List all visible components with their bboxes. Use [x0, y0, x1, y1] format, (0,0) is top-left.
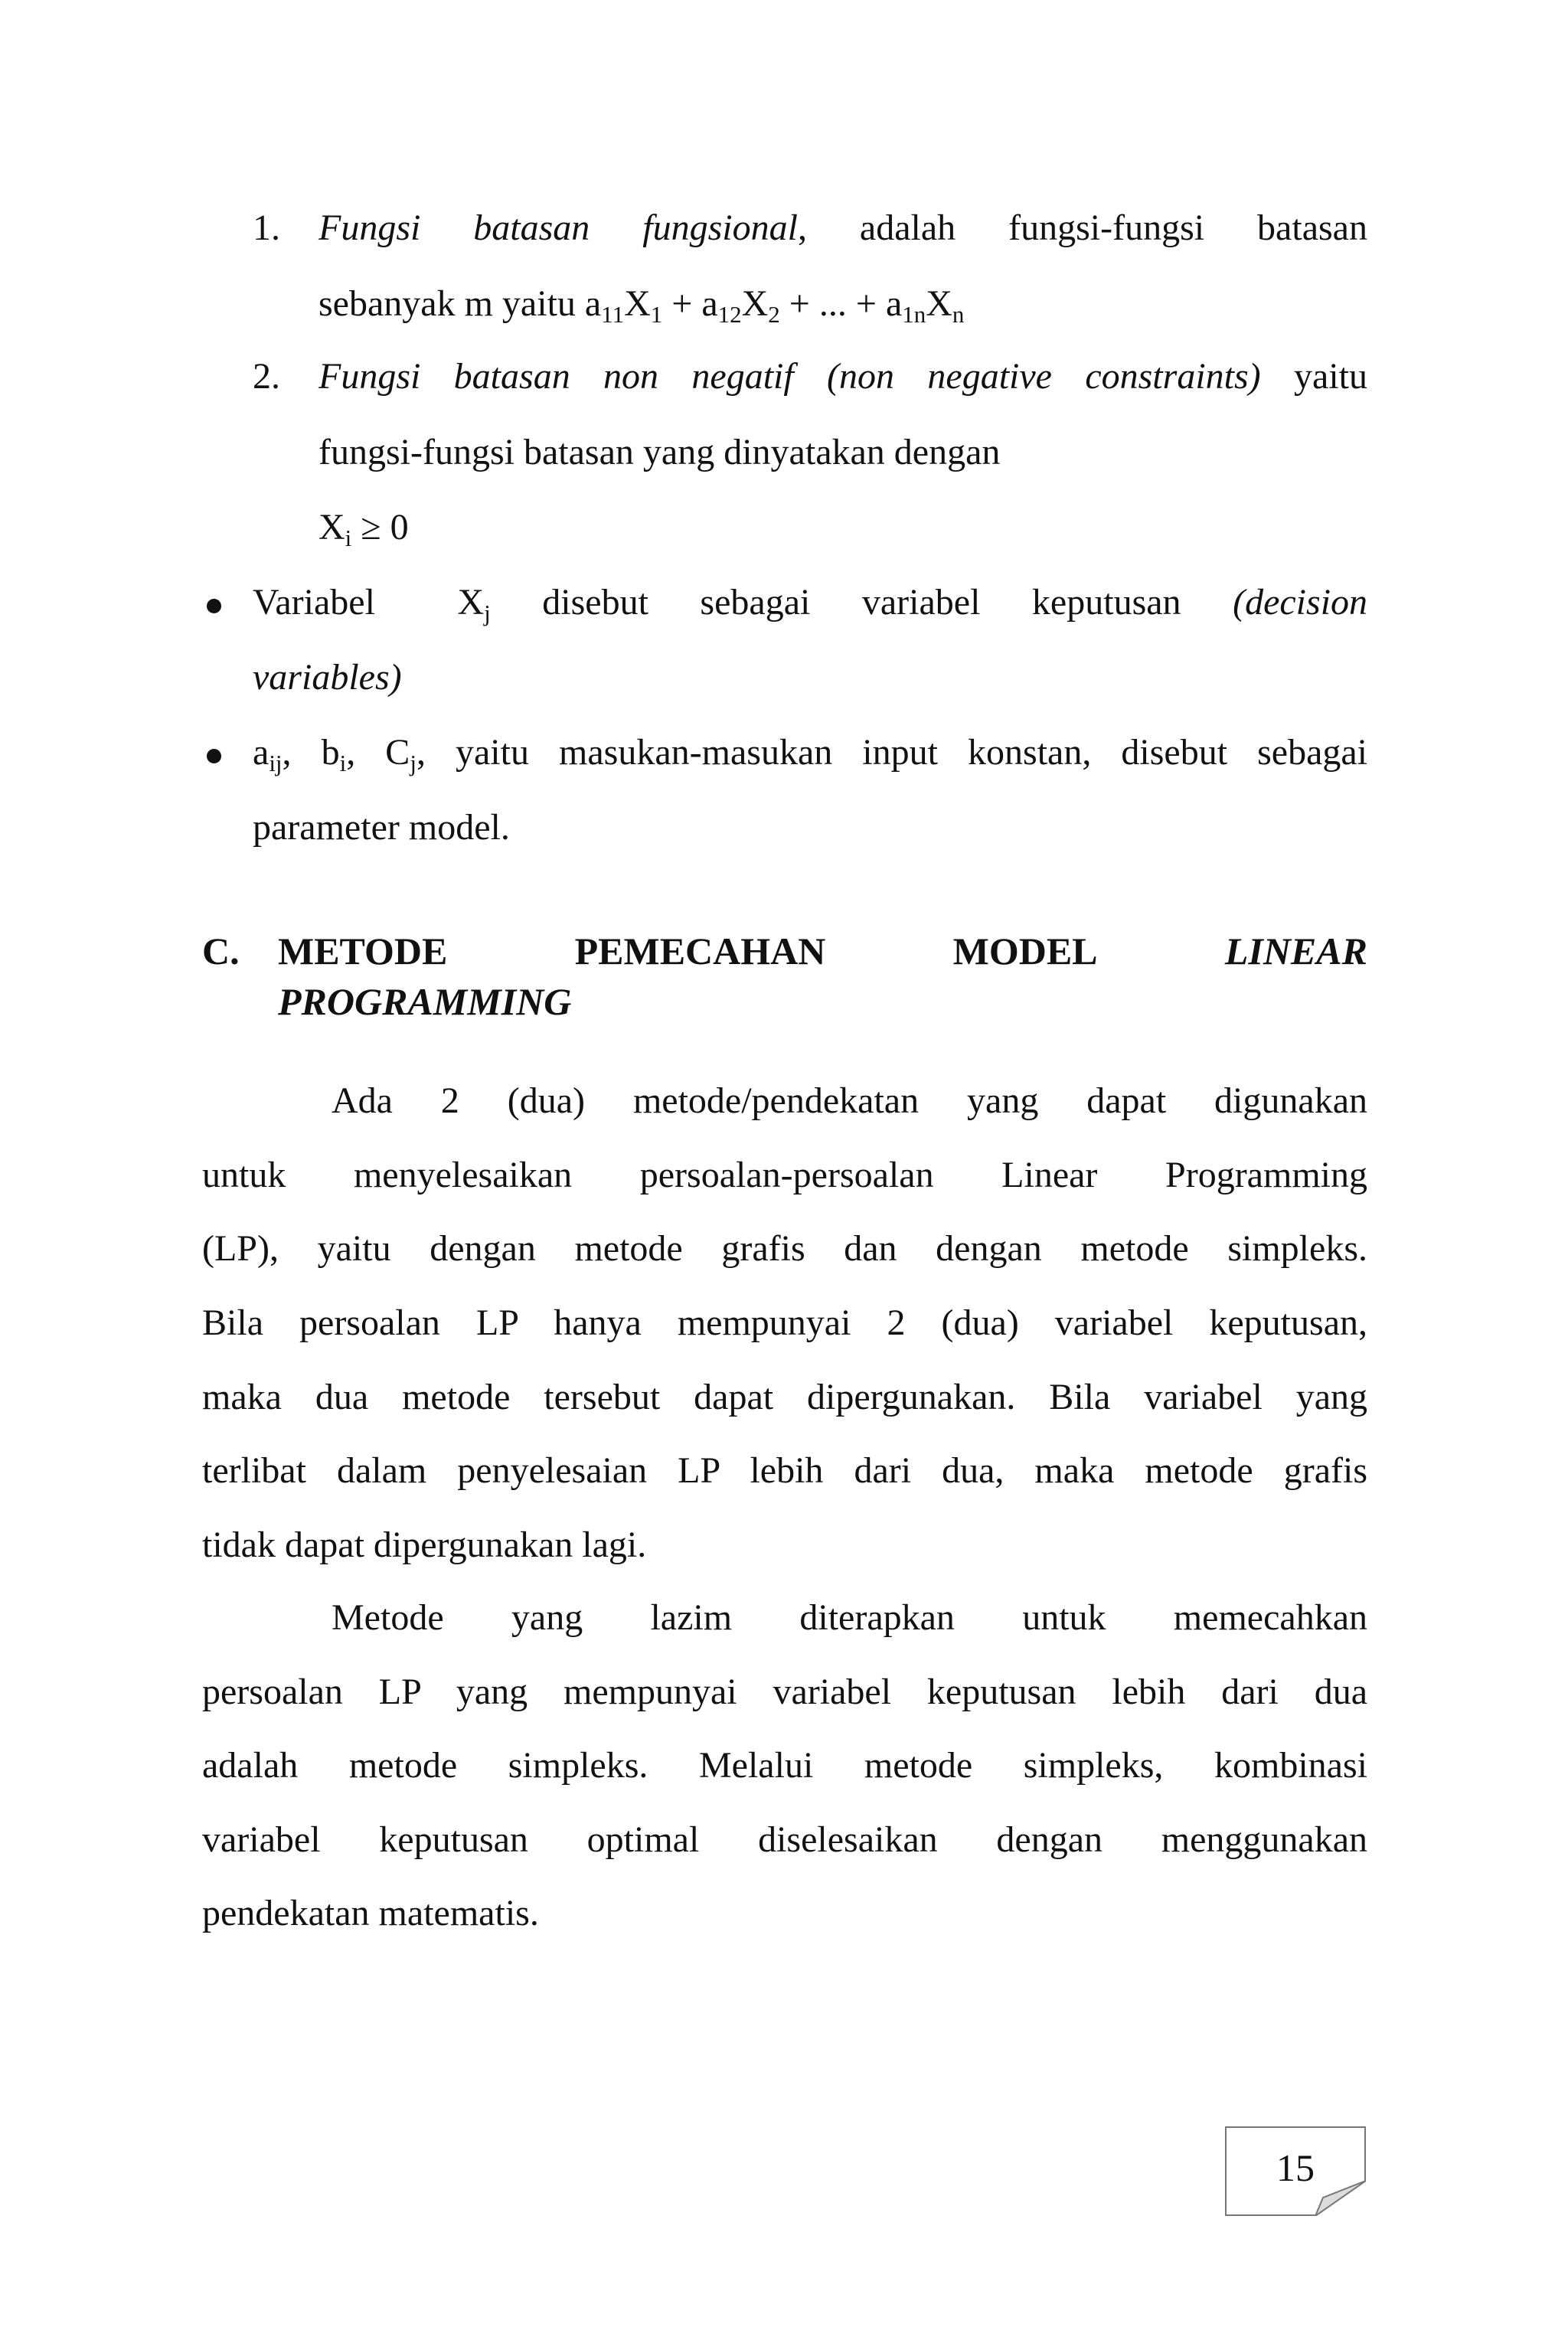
- list-item-1-formula: sebanyak m yaitu $a_{11}X_1 + a_{12}X_2$ + ... + $a_{1n}X_n$: [318, 283, 965, 328]
- bullet-2-line-2: parameter model.: [253, 807, 510, 848]
- list-item-1-title: Fungsi batasan fungsional: [318, 208, 798, 248]
- page-number-box: [1225, 2126, 1366, 2216]
- list-item-2-formula: $X_i \ge 0$: [318, 507, 409, 551]
- paragraph-1-line: terlibat dalam penyelesaian LP lebih dari dua, maka metode grafis: [202, 1450, 1367, 1491]
- section-heading-line-2: PROGRAMMING: [278, 980, 572, 1023]
- section-letter: C.: [202, 930, 240, 972]
- paragraph-2-line: pendekatan matematis.: [202, 1893, 539, 1933]
- bullet-1-line-2: variables): [253, 657, 402, 698]
- paragraph-2-line: persoalan LP yang mempunyai variabel keputusan lebih dari dua: [202, 1672, 1367, 1712]
- paragraph-1-line: maka dua metode tersebut dapat dipergunakan. Bila variabel yang: [202, 1377, 1367, 1417]
- paragraph-1-line: Ada 2 (dua) metode/pendekatan yang dapat digunakan: [332, 1080, 1367, 1121]
- list-item-2-line-2: fungsi-fungsi batasan yang dinyatakan dengan: [318, 432, 1001, 472]
- list-number-1: 1.: [253, 208, 280, 248]
- list-item-1-line-1: [318, 205, 1367, 251]
- paragraph-1-line: tidak dapat dipergunakan lagi.: [202, 1525, 647, 1565]
- list-item-2-line-1: [318, 354, 1367, 400]
- paragraph-2-line: variabel keputusan optimal diselesaikan dengan menggunakan: [202, 1819, 1367, 1860]
- list-item-2-title: Fungsi batasan non negatif (non negative constraints): [318, 356, 1261, 397]
- paragraph-1-line: untuk menyelesaikan persoalan-persoalan Linear Programming: [202, 1155, 1367, 1195]
- bullet-1-line-1: Variabel $X_j$ disebut sebagai variabel keputusan (decision: [253, 582, 1368, 626]
- list-number-2: 2.: [253, 356, 280, 397]
- paragraph-1-line: Bila persoalan LP hanya mempunyai 2 (dua) variabel keputusan,: [202, 1302, 1367, 1343]
- bullet-2-dot: [207, 749, 221, 763]
- folded-corner-icon: [1315, 2181, 1366, 2216]
- page-number: 15: [1276, 2146, 1315, 2189]
- section-heading-line-1: METODE PEMECAHAN MODEL LINEAR: [278, 930, 1367, 972]
- list-item-2-text: yaitu: [1260, 356, 1367, 397]
- paragraph-2-line: adalah metode simpleks. Melalui metode simpleks, kombinasi: [202, 1745, 1367, 1786]
- paragraph-2-line: Metode yang lazim diterapkan untuk memecahkan: [332, 1597, 1367, 1638]
- paragraph-1-line: (LP), yaitu dengan metode grafis dan dengan metode simpleks.: [202, 1228, 1367, 1269]
- bullet-2-line-1: $a_{ij}$, $b_i$, $C_j$, yaitu masukan-masukan input konstan, disebut sebagai: [253, 732, 1368, 776]
- list-item-1-text: , adalah fungsi-fungsi batasan: [797, 208, 1367, 248]
- bullet-1-dot: [207, 599, 221, 613]
